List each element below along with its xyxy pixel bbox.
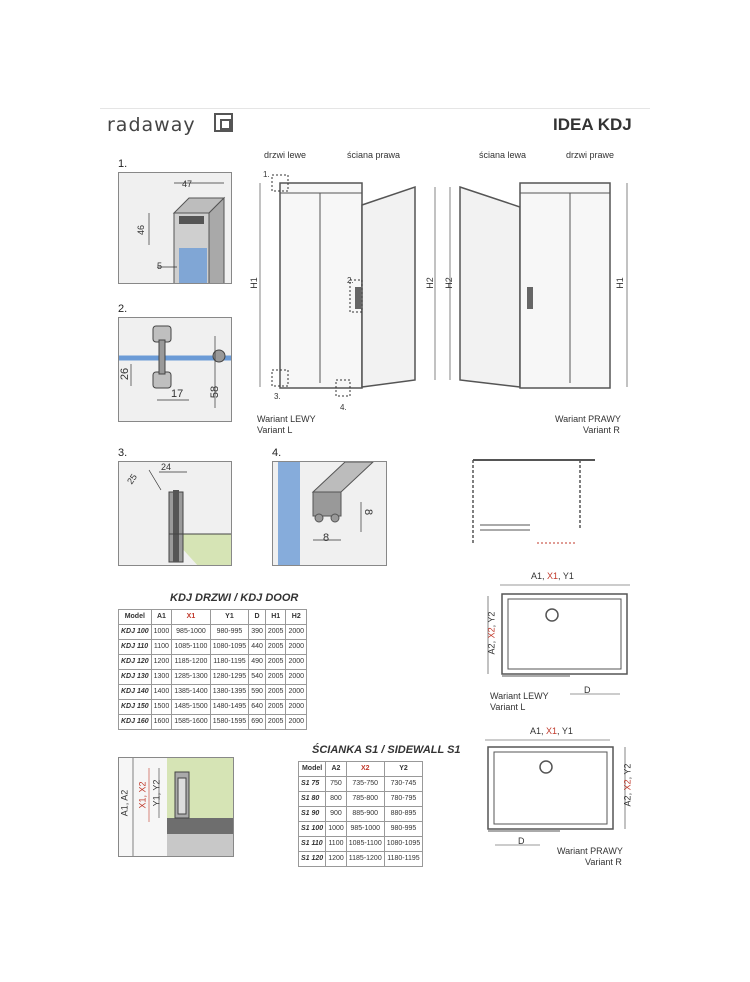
table-row — [299, 837, 423, 852]
cell: 490 — [249, 655, 266, 670]
table-row — [119, 685, 307, 700]
header-divider — [100, 108, 650, 109]
detail-1-dim-width: 47 — [182, 179, 193, 189]
detail-3-dim-24: 24 — [161, 462, 172, 472]
cell: 690 — [249, 715, 266, 730]
detail-2-drawing — [119, 318, 232, 422]
sliding-schematic — [465, 455, 605, 555]
detail-4-panel — [272, 461, 387, 566]
cell: 800 — [326, 792, 347, 807]
elev-right-door-label: drzwi prawe — [566, 150, 615, 160]
elev-right-variant-2: Variant R — [583, 425, 620, 435]
detail-1-dim-height: 46 — [136, 224, 147, 236]
cell: KDJ 120 — [119, 655, 152, 670]
dim-part: , Y2 — [622, 763, 633, 780]
elev-right-h1: H1 — [614, 277, 625, 289]
dim-part-red: X2 — [486, 627, 497, 639]
elev-left-door-label: drzwi lewe — [264, 150, 307, 160]
cell: 1185-1200 — [172, 655, 210, 670]
elev-left-callout-4: 4. — [340, 403, 347, 412]
plan-right-variant-2: Variant R — [585, 857, 622, 867]
elev-left-variant-2: Variant L — [257, 425, 293, 435]
elevation-left-drawing — [250, 165, 450, 405]
cell: KDJ 160 — [119, 715, 152, 730]
detail-2-dim-58: 58 — [209, 385, 222, 399]
plan-left-variant-2: Variant L — [490, 702, 526, 712]
table-row — [119, 700, 307, 715]
cell: 1080-1095 — [210, 640, 248, 655]
plan-right-drawing — [480, 737, 640, 847]
cell: 1280-1295 — [210, 670, 248, 685]
cell: KDJ 100 — [119, 625, 152, 640]
table-row — [299, 807, 423, 822]
cell: 985-1000 — [346, 822, 384, 837]
cell: 1080-1095 — [384, 837, 422, 852]
detail-4-dim-width: 8 — [323, 532, 330, 544]
section-detail-panel — [118, 757, 234, 857]
detail-4-dim-height: 8 — [362, 508, 375, 516]
table-row — [299, 777, 423, 792]
cell: 1380-1395 — [210, 685, 248, 700]
cell: 880-895 — [384, 807, 422, 822]
cell: S1 100 — [299, 822, 326, 837]
elev-left-callout-2: 2. — [347, 276, 354, 285]
section-dim-y: Y1, Y2 — [151, 779, 162, 807]
cell: 2000 — [286, 670, 307, 685]
detail-2-dim-17: 17 — [171, 388, 184, 400]
cell: 1180-1195 — [384, 852, 422, 867]
cell: 1585-1600 — [172, 715, 210, 730]
detail-1-dim-gap: 5 — [157, 261, 163, 271]
cell: 590 — [249, 685, 266, 700]
cell: 1000 — [151, 625, 172, 640]
cell: 1285-1300 — [172, 670, 210, 685]
sidewall-col-model: Model — [299, 762, 326, 777]
elev-left-h2: H2 — [424, 277, 435, 289]
detail-2-panel — [118, 317, 232, 422]
cell: S1 110 — [299, 837, 326, 852]
detail-3-panel — [118, 461, 232, 566]
door-col-x1: X1 — [172, 610, 210, 625]
dim-part: , Y1 — [557, 726, 573, 736]
table-row — [299, 822, 423, 837]
door-col-model: Model — [119, 610, 152, 625]
dim-part: A2, — [622, 790, 633, 807]
elev-left-callout-3: 3. — [274, 392, 281, 401]
door-col-h2: H2 — [286, 610, 307, 625]
sidewall-table-title: ŚCIANKA S1 / SIDEWALL S1 — [312, 744, 461, 756]
elev-left-variant-1: Wariant LEWY — [257, 414, 316, 424]
cell: KDJ 150 — [119, 700, 152, 715]
cell: 390 — [249, 625, 266, 640]
cell: 2005 — [265, 640, 286, 655]
detail-4-number: 4. — [272, 447, 282, 459]
cell: 1500 — [151, 700, 172, 715]
cell: 2005 — [265, 670, 286, 685]
dim-part-red: X1 — [547, 571, 559, 581]
cell: 2000 — [286, 655, 307, 670]
sidewall-col-a2: A2 — [326, 762, 347, 777]
elev-left-wall-label: ściana prawa — [347, 150, 401, 160]
cell: 2000 — [286, 640, 307, 655]
cell: 1185-1200 — [346, 852, 384, 867]
door-table-header — [119, 610, 307, 625]
plan-right-side-dim — [622, 764, 632, 807]
plan-right-top-dim — [530, 726, 573, 736]
cell: 980-995 — [384, 822, 422, 837]
cell: 2000 — [286, 625, 307, 640]
sidewall-col-x2: X2 — [346, 762, 384, 777]
detail-3-number: 3. — [118, 447, 128, 459]
sidewall-table — [298, 761, 423, 867]
cell: 1600 — [151, 715, 172, 730]
cell: KDJ 130 — [119, 670, 152, 685]
sidewall-col-y2: Y2 — [384, 762, 422, 777]
cell: S1 80 — [299, 792, 326, 807]
plan-left-variant-1: Wariant LEWY — [490, 691, 549, 701]
cell: 2000 — [286, 700, 307, 715]
cell: KDJ 140 — [119, 685, 152, 700]
dim-part-red: X2 — [622, 779, 633, 791]
elev-left-callout-1: 1. — [263, 170, 270, 179]
cell: S1 120 — [299, 852, 326, 867]
table-row — [299, 792, 423, 807]
door-col-y1: Y1 — [210, 610, 248, 625]
door-table — [118, 609, 307, 730]
cell: 2005 — [265, 655, 286, 670]
brand-logo-text: radaway — [107, 114, 196, 136]
cell: 1480-1495 — [210, 700, 248, 715]
cell: S1 90 — [299, 807, 326, 822]
table-row — [119, 715, 307, 730]
door-col-h1: H1 — [265, 610, 286, 625]
cell: 2005 — [265, 685, 286, 700]
cell: 2000 — [286, 715, 307, 730]
plan-left-side-dim — [486, 612, 496, 655]
cell: 785-800 — [346, 792, 384, 807]
cell: 985-1000 — [172, 625, 210, 640]
cell: 1385-1400 — [172, 685, 210, 700]
cell: KDJ 110 — [119, 640, 152, 655]
cell: 440 — [249, 640, 266, 655]
dim-part: , Y2 — [486, 611, 497, 628]
door-col-a1: A1 — [151, 610, 172, 625]
section-dim-x: X1, X2 — [137, 781, 148, 809]
table-row — [119, 640, 307, 655]
elev-left-h1: H1 — [248, 277, 259, 289]
cell: 1180-1195 — [210, 655, 248, 670]
dim-part-red: X1 — [546, 726, 558, 736]
table-row — [299, 852, 423, 867]
cell: 900 — [326, 807, 347, 822]
cell: 1400 — [151, 685, 172, 700]
table-row — [119, 670, 307, 685]
cell: 1580-1595 — [210, 715, 248, 730]
plan-right-variant-1: Wariant PRAWY — [557, 846, 623, 856]
detail-1-panel — [118, 172, 232, 284]
cell: 1100 — [151, 640, 172, 655]
door-table-title: KDJ DRZWI / KDJ DOOR — [170, 592, 299, 604]
cell: 980-995 — [210, 625, 248, 640]
cell: 730-745 — [384, 777, 422, 792]
cell: 1100 — [326, 837, 347, 852]
dim-part: , Y1 — [558, 571, 574, 581]
cell: 2005 — [265, 625, 286, 640]
table-row — [119, 625, 307, 640]
cell: 1200 — [326, 852, 347, 867]
elev-right-wall-label: ściana lewa — [479, 150, 527, 160]
product-title: IDEA KDJ — [553, 115, 632, 134]
cell: 1000 — [326, 822, 347, 837]
cell: 750 — [326, 777, 347, 792]
cell: 780-795 — [384, 792, 422, 807]
table-row — [119, 655, 307, 670]
cell: 1085-1100 — [172, 640, 210, 655]
detail-2-dim-26: 26 — [119, 367, 132, 381]
detail-3-dim-25: 25 — [125, 472, 139, 486]
elev-right-variant-1: Wariant PRAWY — [555, 414, 621, 424]
cell: 1085-1100 — [346, 837, 384, 852]
cell: 885-900 — [346, 807, 384, 822]
section-dim-a1a2: A1, A2 — [119, 789, 130, 817]
cell: 1200 — [151, 655, 172, 670]
cell: 540 — [249, 670, 266, 685]
dim-part: A1, — [530, 726, 547, 736]
brand-logo-icon — [214, 113, 233, 132]
cell: 2000 — [286, 685, 307, 700]
door-col-d: D — [249, 610, 266, 625]
cell: 640 — [249, 700, 266, 715]
dim-part: A2, — [486, 638, 497, 655]
detail-2-number: 2. — [118, 303, 128, 315]
plan-left-top-dim — [531, 571, 574, 581]
cell: 1300 — [151, 670, 172, 685]
plan-left-d: D — [584, 685, 591, 695]
sidewall-table-header — [299, 762, 423, 777]
section-detail-drawing — [119, 758, 234, 857]
plan-right-d: D — [518, 836, 525, 846]
detail-1-number: 1. — [118, 158, 128, 170]
dim-part: A1, — [531, 571, 548, 581]
cell: 2005 — [265, 700, 286, 715]
cell: 735-750 — [346, 777, 384, 792]
cell: 1485-1500 — [172, 700, 210, 715]
elev-right-h2: H2 — [443, 277, 454, 289]
cell: S1 75 — [299, 777, 326, 792]
cell: 2005 — [265, 715, 286, 730]
